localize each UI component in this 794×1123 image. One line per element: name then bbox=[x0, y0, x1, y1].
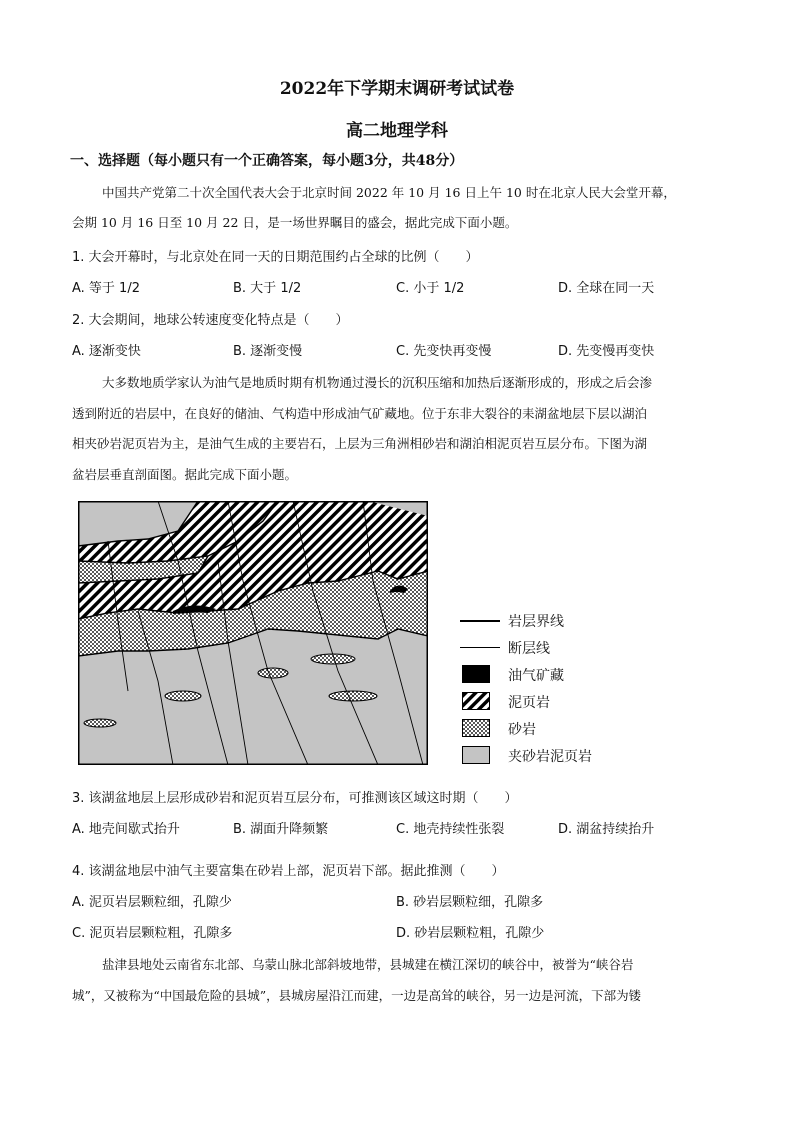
exam-subtitle: 高二地理学科 bbox=[346, 121, 448, 141]
passage-line: 中国共产党第二十次全国代表大会于北京时间 2022 年 10 月 16 日上午 10 时在北京人民大会堂开幕， bbox=[102, 185, 676, 200]
legend-boundary-label: 岩层界线 bbox=[508, 614, 564, 630]
question-stem: 4. 该湖盆地层中油气主要富集在砂岩上部，泥页岩下部。据此推测（ ） bbox=[72, 864, 505, 879]
option-d: D. 全球在同一天 bbox=[558, 281, 655, 296]
option-c: C. 泥页岩层颗粒粗，孔隙多 bbox=[72, 926, 233, 941]
question-stem: 1. 大会开幕时，与北京处在同一天的日期范围约占全球的比例（ ） bbox=[72, 250, 479, 265]
section-heading: 一、选择题（每小题只有一个正确答案，每小题3分，共48分） bbox=[70, 153, 464, 169]
legend-sandstone-label: 砂岩 bbox=[508, 722, 536, 738]
option-a: A. 泥页岩层颗粒细，孔隙少 bbox=[72, 895, 232, 910]
legend-sandy-shale-label: 夹砂岩泥页岩 bbox=[508, 749, 592, 765]
option-b: B. 湖面升降频繁 bbox=[233, 822, 329, 837]
option-c: C. 地壳持续性张裂 bbox=[396, 822, 505, 837]
legend-fault-label: 断层线 bbox=[508, 641, 550, 657]
passage-line: 会期 10 月 16 日至 10 月 22 日，是一场世界瞩目的盛会，据此完成下面小题。 bbox=[72, 215, 518, 230]
option-a: A. 等于 1/2 bbox=[72, 281, 140, 296]
option-b: B. 大于 1/2 bbox=[233, 281, 302, 296]
option-b: B. 砂岩层颗粒细，孔隙多 bbox=[396, 895, 544, 910]
question-stem: 3. 该湖盆地层上层形成砂岩和泥页岩互层分布，可推测该区域这时期（ ） bbox=[72, 791, 518, 806]
legend-oil-swatch bbox=[462, 665, 490, 683]
option-d: D. 湖盆持续抬升 bbox=[558, 822, 655, 837]
rock-cross-section-figure bbox=[78, 501, 428, 765]
legend-boundary-line bbox=[460, 620, 500, 622]
passage-line: 盆岩层垂直剖面图。据此完成下面小题。 bbox=[72, 467, 298, 482]
option-c: C. 小于 1/2 bbox=[396, 281, 465, 296]
legend-sandy-shale-swatch bbox=[462, 746, 490, 764]
passage-line: 透到附近的岩层中，在良好的储油、气构造中形成油气矿藏地。位于东非大裂谷的耒湖盆地层下层以湖泊 bbox=[72, 406, 648, 421]
legend-fault-line bbox=[460, 647, 500, 648]
option-d: D. 先变慢再变快 bbox=[558, 344, 655, 359]
passage-line: 大多数地质学家认为油气是地质时期有机物通过漫长的沉积压缩和加热后逐渐形成的，形成之后会渗 bbox=[102, 375, 653, 390]
legend-shale-label: 泥页岩 bbox=[508, 695, 550, 711]
passage-line: 相夹砂岩泥页岩为主，是油气生成的主要岩石，上层为三角洲相砂岩和湖泊相泥页岩互层分布。下图为湖 bbox=[72, 436, 648, 451]
legend-oil-label: 油气矿藏 bbox=[508, 668, 564, 684]
passage-line: 城”，又被称为“中国最危险的县城”，县城房屋沿江而建，一边是高耸的峡谷，另一边是河流，下部为镂 bbox=[72, 988, 642, 1003]
legend-sandstone-swatch bbox=[462, 719, 490, 737]
option-a: A. 地壳间歇式抬升 bbox=[72, 822, 180, 837]
passage-line: 盐津县地处云南省东北部、乌蒙山脉北部斜坡地带，县城建在横江深切的峡谷中，被誉为“峡谷岩 bbox=[102, 957, 634, 972]
legend-shale-swatch bbox=[462, 692, 490, 710]
question-stem: 2. 大会期间，地球公转速度变化特点是（ ） bbox=[72, 313, 349, 328]
option-a: A. 逐渐变快 bbox=[72, 344, 141, 359]
exam-title: 2022年下学期末调研考试试卷 bbox=[279, 79, 515, 99]
option-c: C. 先变快再变慢 bbox=[396, 344, 492, 359]
option-b: B. 逐渐变慢 bbox=[233, 344, 303, 359]
option-d: D. 砂岩层颗粒粗，孔隙少 bbox=[396, 926, 545, 941]
